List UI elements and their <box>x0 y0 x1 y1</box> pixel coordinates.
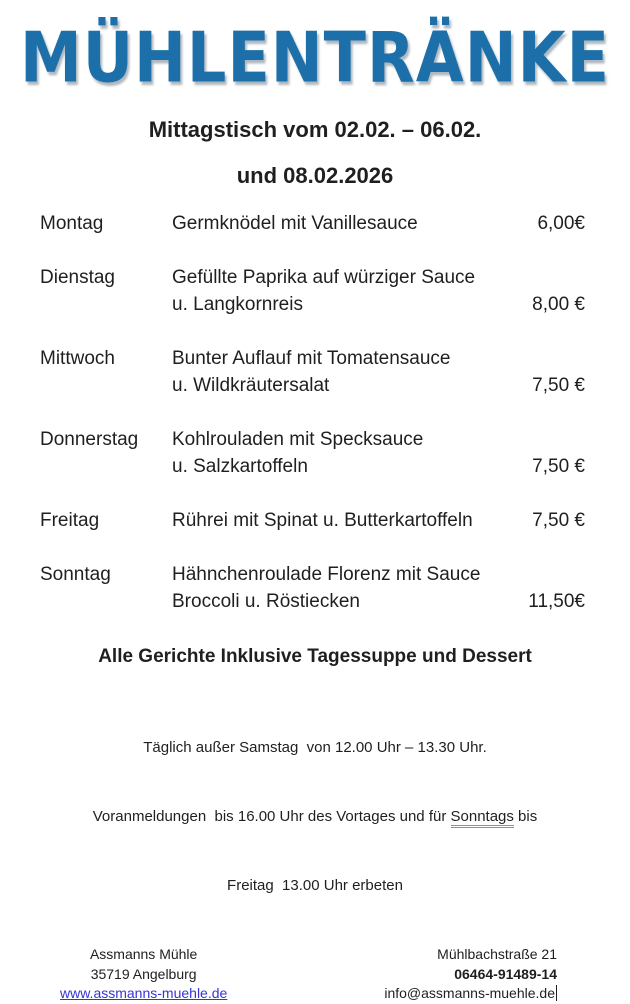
email-line <box>384 984 557 1004</box>
menu-row-donnerstag <box>40 426 585 480</box>
street-address: Mühlbachstraße 21 <box>437 946 557 962</box>
dish-description <box>172 345 497 399</box>
dish-line: Germknödel mit Vanillesauce <box>172 213 418 234</box>
preorder-text-post: bis <box>513 808 538 825</box>
menu-row-sonntag <box>40 561 585 615</box>
dish-line: u. Salzkartoffeln <box>172 456 308 477</box>
website-link[interactable]: www.assmanns-muehle.de <box>60 985 228 1001</box>
dish-line: Gefüllte Paprika auf würziger Sauce <box>172 267 476 288</box>
dish-description <box>172 561 497 615</box>
dish-line: Rührei mit Spinat u. Butterkartoffeln <box>172 510 473 531</box>
contact-address-block <box>60 945 227 1004</box>
menu-row-mittwoch <box>40 345 585 399</box>
day-label: Sonntag <box>40 564 111 585</box>
day-label: Dienstag <box>40 267 115 288</box>
dish-description <box>172 507 497 534</box>
restaurant-logo: MÜHLENTRÄNKE <box>20 16 610 99</box>
price-label: 8,00 € <box>532 294 585 315</box>
text-cursor <box>556 985 557 1001</box>
dish-line: Hähnchenroulade Florenz mit Sauce <box>172 564 481 585</box>
price-label: 7,50 € <box>532 456 585 477</box>
dish-line: u. Langkornreis <box>172 294 303 315</box>
menu-table <box>0 210 630 615</box>
menu-title-line2: und 08.02.2026 <box>236 163 394 188</box>
dish-line: Kohlrouladen mit Specksauce <box>172 429 424 450</box>
menu-row-montag <box>40 210 585 237</box>
opening-hours-notes <box>0 690 630 943</box>
menu-page <box>0 16 630 1001</box>
dish-line: Bunter Auflauf mit Tomatensauce <box>172 348 451 369</box>
phone-number: 06464-91489-14 <box>454 965 557 982</box>
day-label: Mittwoch <box>40 348 115 369</box>
menu-row-freitag <box>40 507 585 534</box>
day-label: Freitag <box>40 510 100 531</box>
business-name: Assmanns Mühle <box>89 946 198 962</box>
grammar-underlined-word: Sonntags <box>451 808 514 828</box>
email-address: info@assmanns-muehle.de <box>384 985 555 1001</box>
day-label: Montag <box>40 213 104 234</box>
hours-line: Täglich außer Samstag von 12.00 Uhr – 13.30 Uhr. <box>143 739 487 756</box>
all-dishes-note: Alle Gerichte Inklusive Tagessuppe und Dessert <box>98 646 532 667</box>
price-label: 6,00€ <box>537 213 585 234</box>
contact-footer <box>0 945 630 1004</box>
dish-description <box>172 426 497 480</box>
contact-details-block <box>384 945 557 1004</box>
business-city: 35719 Angelburg <box>90 965 197 982</box>
dish-line: u. Wildkräutersalat <box>172 375 330 396</box>
preorder-text-pre: Voranmeldungen bis 16.00 Uhr des Vortages und für <box>92 808 451 825</box>
preorder-line <box>0 805 630 828</box>
dish-line: Broccoli u. Röstiecken <box>172 591 360 612</box>
dish-description <box>172 264 497 318</box>
day-label: Donnerstag <box>40 429 139 450</box>
dish-description <box>172 210 497 237</box>
menu-row-dienstag <box>40 264 585 318</box>
price-label: 7,50 € <box>532 375 585 396</box>
price-label: 11,50€ <box>528 591 585 612</box>
menu-title-line1: Mittagstisch vom 02.02. – 06.02. <box>148 117 482 142</box>
preorder-deadline-line: Freitag 13.00 Uhr erbeten <box>227 877 403 894</box>
price-label: 7,50 € <box>532 510 585 531</box>
